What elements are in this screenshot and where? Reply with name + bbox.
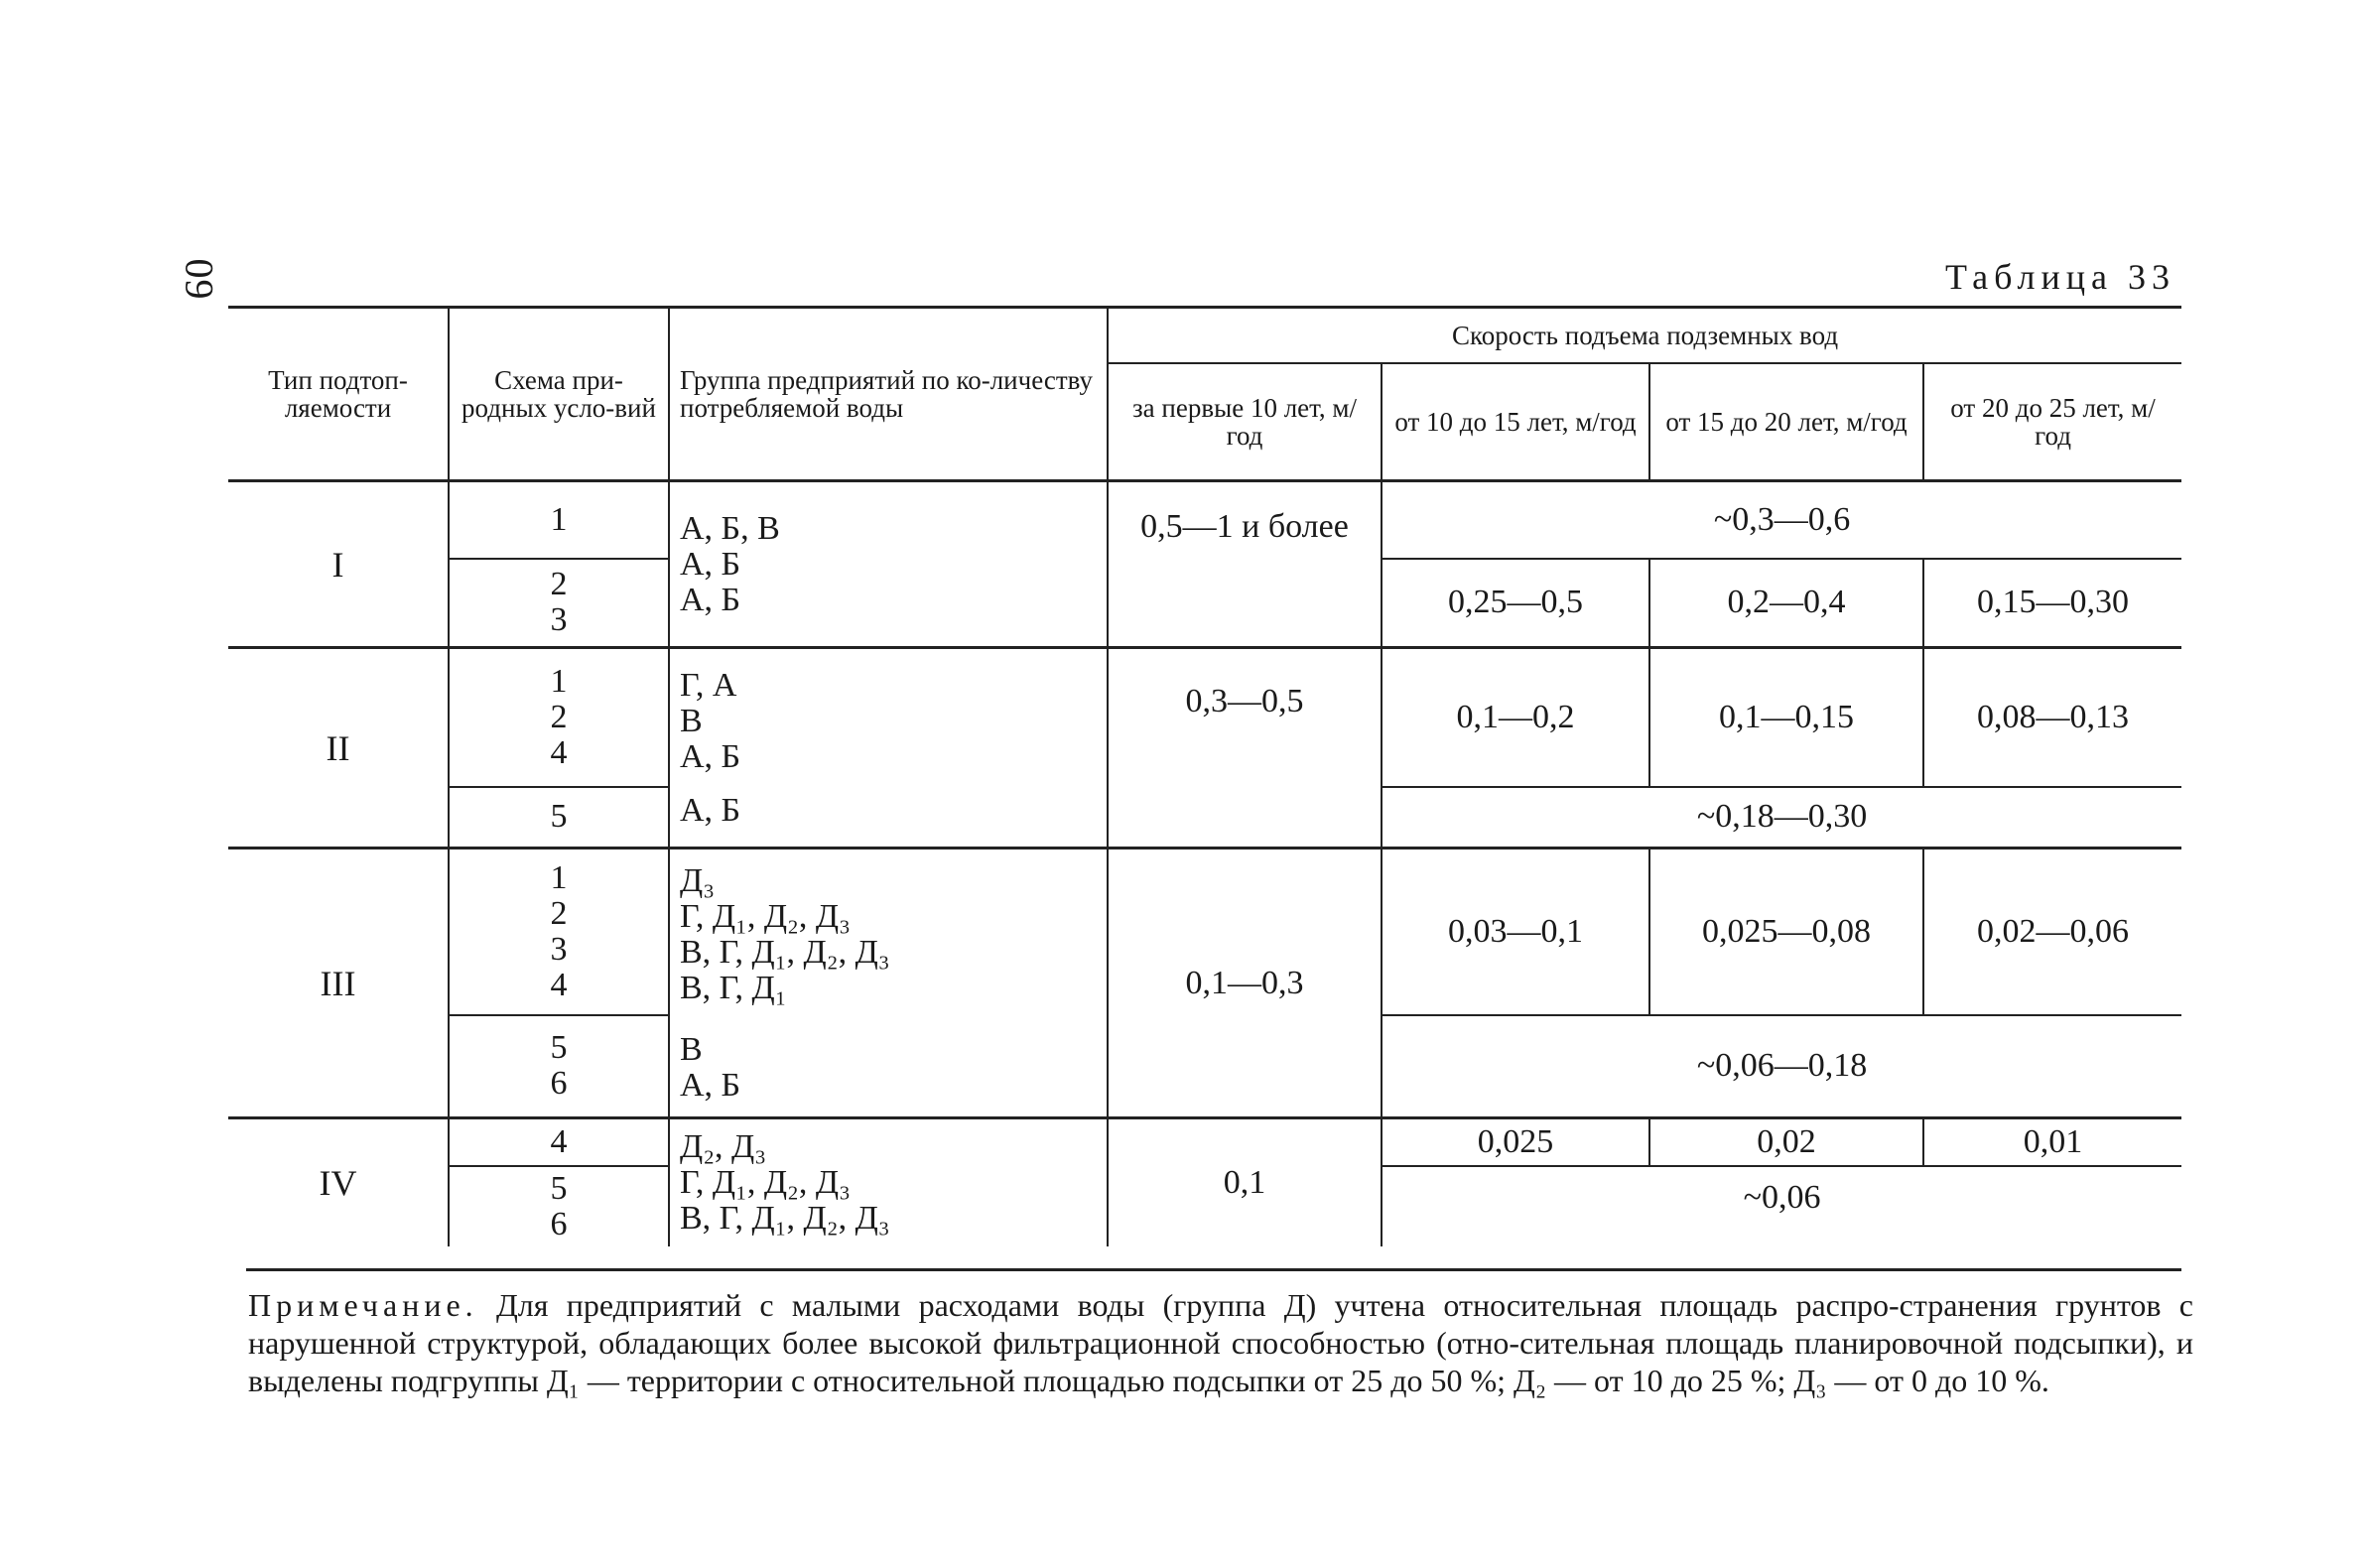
merged-speed-value: ~0,06—0,18 — [1382, 1015, 2181, 1118]
header-speed-col-4: от 20 до 25 лет, м/год — [1923, 363, 2181, 481]
scheme-cell: 5 6 — [449, 1166, 669, 1246]
header-speed-col-3: от 15 до 20 лет, м/год — [1649, 363, 1923, 481]
speed-value: 0,025—0,08 — [1649, 849, 1923, 1015]
header-type: Тип подтоп-ляемости — [228, 308, 449, 481]
type-cell: I — [228, 481, 449, 648]
speed-value: 0,02 — [1649, 1118, 1923, 1167]
speed-value: 0,2—0,4 — [1649, 559, 1923, 648]
merged-speed-value: ~0,3—0,6 — [1382, 481, 2181, 559]
merged-speed-value: ~0,06 — [1382, 1166, 2181, 1246]
speed-value: 0,25—0,5 — [1382, 559, 1649, 648]
note-text: Для предприятий с малыми расходами воды (группа Д) учтена относительная площадь распро-странения грунтов с нарушенной структурой, обладающих более высокой фильтрационной способностью (отно-сительная площадь планировочной подсыпки), и выделены подгруппы Д₁ — территории с относительной площадью подсыпки от 25 до 50 %; Д₂ — от 10 до 25 %; Д₃ — от 0 до 10 %. — [248, 1287, 2194, 1398]
table-note — [248, 1286, 2193, 1399]
speed-value: 0,1—0,2 — [1382, 648, 1649, 787]
header-speed: Скорость подъема подземных вод — [1108, 308, 2181, 364]
groups-cell — [669, 849, 1108, 1118]
row-group-II — [228, 648, 2181, 849]
table-caption: Таблица 33 — [1945, 257, 2175, 297]
header-scheme: Схема при-родных усло-вий — [449, 308, 669, 481]
scheme-cell: 1 — [449, 481, 669, 559]
group-line: В, Г, Д₁, Д₂, Д₃ — [680, 1200, 890, 1237]
row-group-I — [228, 481, 2181, 648]
group-line: Д₂, Д₃ — [680, 1128, 767, 1165]
group-line: Г, Д₁, Д₂, Д₃ — [680, 1164, 851, 1201]
table-header — [228, 308, 2181, 481]
scheme-cell: 1 2 4 — [449, 648, 669, 787]
scheme-cell: 5 — [449, 787, 669, 849]
scheme-cell: 1 2 3 4 — [449, 849, 669, 1015]
first-10-years-value: 0,3—0,5 — [1108, 648, 1382, 849]
group-line: А, Б А, Б — [680, 545, 741, 618]
group-line: В, Г, Д₁ — [680, 969, 787, 1006]
groups-cell — [669, 481, 1108, 648]
scheme-cell: 4 — [449, 1118, 669, 1167]
speed-value: 0,02—0,06 — [1923, 849, 2181, 1015]
header-group: Группа предприятий по ко-личеству потребляемой воды — [669, 308, 1108, 481]
type-cell: II — [228, 648, 449, 849]
scheme-cell: 2 3 — [449, 559, 669, 648]
group-line: В А, Б — [680, 1030, 741, 1104]
speed-value: 0,08—0,13 — [1923, 648, 2181, 787]
row-group-IV — [228, 1118, 2181, 1247]
speed-value: 0,025 — [1382, 1118, 1649, 1167]
group-line: Д₃ — [680, 861, 716, 899]
speed-value: 0,01 — [1923, 1118, 2181, 1167]
groups-cell — [669, 1118, 1108, 1247]
speed-value: 0,15—0,30 — [1923, 559, 2181, 648]
group-line: В, Г, Д₁, Д₂, Д₃ — [680, 933, 890, 971]
header-speed-col-2: от 10 до 15 лет, м/год — [1382, 363, 1649, 481]
group-line: А, Б, В — [680, 509, 780, 547]
data-table — [228, 306, 2181, 1246]
speed-value: 0,03—0,1 — [1382, 849, 1649, 1015]
row-group-III — [228, 849, 2181, 1118]
note-label: Примечание. — [248, 1287, 478, 1323]
type-cell: IV — [228, 1118, 449, 1247]
first-10-years-value: 0,1 — [1108, 1118, 1382, 1247]
group-line: Г, А В А, Б — [680, 666, 741, 775]
scheme-cell: 5 6 — [449, 1015, 669, 1118]
group-line: Г, Д₁, Д₂, Д₃ — [680, 897, 851, 935]
groups-cell — [669, 648, 1108, 849]
table-bottom-rule — [246, 1268, 2181, 1271]
merged-speed-value: ~0,18—0,30 — [1382, 787, 2181, 849]
group-line: А, Б — [680, 791, 741, 829]
page-number: 09 — [177, 258, 222, 301]
type-cell: III — [228, 849, 449, 1118]
header-speed-col-1: за первые 10 лет, м/год — [1108, 363, 1382, 481]
first-10-years-value: 0,1—0,3 — [1108, 849, 1382, 1118]
speed-value: 0,1—0,15 — [1649, 648, 1923, 787]
first-10-years-value: 0,5—1 и более — [1108, 481, 1382, 648]
